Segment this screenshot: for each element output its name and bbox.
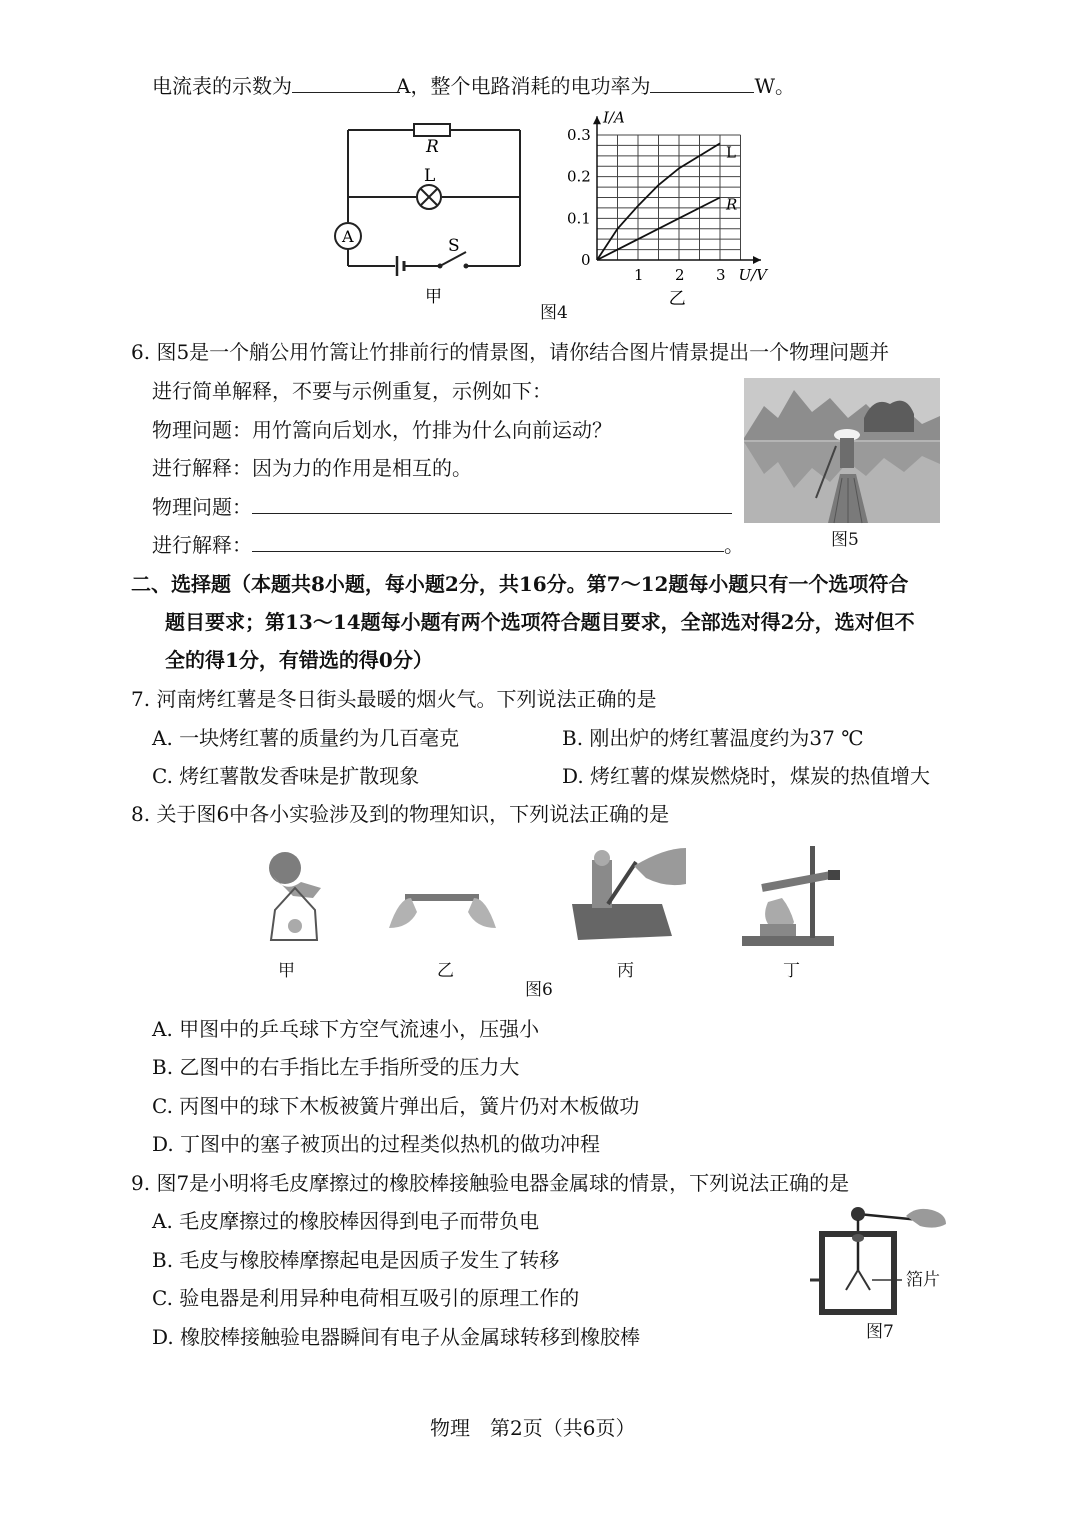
figure6-label-jia: 甲 (278, 961, 295, 981)
q5-current-blank[interactable] (292, 92, 396, 93)
q5-power-blank[interactable] (650, 92, 754, 93)
q6-question-label: 物理问题： (152, 495, 252, 519)
q6-stem-line1: 6. 图5是一个艄公用竹篙让竹排前行的情景图，请你结合图片情景提出一个物理问题并 (131, 340, 890, 364)
resistor-label: R (426, 137, 439, 157)
q7-stem: 7. 河南烤红薯是冬日街头最暖的烟火气。下列说法正确的是 (131, 687, 657, 711)
figure7-electroscope (810, 1200, 950, 1320)
circuit-sub-label: 甲 (425, 287, 442, 307)
y-tick-label: 0.3 (567, 126, 591, 144)
circuit-diagram (320, 110, 540, 310)
iu-graph (555, 105, 780, 310)
lamp-label: L (424, 166, 436, 186)
ammeter-label: A (342, 227, 354, 246)
section2-heading-line1: 二、选择题（本题共8小题，每小题2分，共16分。第7～12题每小题只有一个选项符合 (131, 572, 909, 596)
x-tick-label: 1 (634, 266, 644, 284)
q6-question-blank[interactable] (252, 513, 732, 514)
q8-option-a[interactable]: A. 甲图中的乒乓球下方空气流速小，压强小 (152, 1017, 540, 1041)
foil-label: 箔片 (906, 1270, 940, 1290)
q8-stem: 8. 关于图6中各小实验涉及到的物理知识，下列说法正确的是 (131, 802, 670, 826)
figure7-caption: 图7 (866, 1322, 894, 1342)
q5-text-before: 电流表的示数为 (152, 74, 292, 98)
figure6-ding-test-tube-heating (738, 842, 848, 950)
x-axis-label: U/V (738, 266, 767, 284)
figure6-bing-spring-board (568, 842, 693, 944)
page-footer: 物理 第2页（共6页） (430, 1416, 636, 1440)
q6-example-question: 物理问题：用竹篙向后划水，竹排为什么向前运动？ (152, 418, 612, 442)
y-tick-label: 0.1 (567, 209, 591, 228)
x-tick-label: 3 (716, 266, 726, 284)
q5-answer-line (152, 76, 795, 96)
q8-option-d[interactable]: D. 丁图中的塞子被顶出的过程类似热机的做功冲程 (152, 1132, 601, 1156)
q6-question-line (152, 497, 732, 517)
y-axis-arrow (593, 116, 601, 124)
figure6-caption: 图6 (525, 980, 553, 1000)
section2-heading-line2: 题目要求；第13～14题每小题有两个选项符合题目要求，全部选对得2分，选对但不 (165, 610, 915, 634)
series-label-L: L (726, 143, 736, 162)
figure5-photo (744, 378, 940, 523)
x-axis-arrow (753, 256, 761, 264)
q6-answer-label: 进行解释： (152, 533, 252, 557)
q6-stem-line2: 进行简单解释，不要与示例重复，示例如下： (152, 379, 552, 403)
figure6-yi-pencil-fingers (385, 880, 500, 940)
figure4-caption: 图4 (540, 303, 568, 323)
y-tick-label: 0.2 (567, 167, 591, 186)
switch-label: S (448, 236, 460, 256)
q9-stem: 9. 图7是小明将毛皮摩擦过的橡胶棒接触验电器金属球的情景，下列说法正确的是 (131, 1171, 850, 1195)
q9-option-d[interactable]: D. 橡胶棒接触验电器瞬间有电子从金属球转移到橡胶棒 (152, 1325, 641, 1349)
origin-label: 0 (581, 251, 591, 269)
figure5-caption: 图5 (831, 530, 859, 550)
figure6-label-bing: 丙 (617, 961, 634, 981)
q7-option-d[interactable]: D. 烤红薯的煤炭燃烧时，煤炭的热值增大 (562, 764, 931, 788)
y-axis-label: I/A (603, 108, 625, 127)
q8-option-c[interactable]: C. 丙图中的球下木板被簧片弹出后，簧片仍对木板做功 (152, 1094, 640, 1118)
q6-end-mark: 。 (724, 533, 744, 557)
figure6-label-ding: 丁 (783, 961, 800, 981)
x-tick-label: 2 (675, 266, 685, 284)
figure6-jia-funnel-experiment (255, 848, 335, 948)
q9-option-b[interactable]: B. 毛皮与橡胶棒摩擦起电是因质子发生了转移 (152, 1248, 560, 1272)
q5-text-mid: A，整个电路消耗的电功率为 (396, 74, 651, 98)
q9-option-c[interactable]: C. 验电器是利用异种电荷相互吸引的原理工作的 (152, 1286, 580, 1310)
q9-option-a[interactable]: A. 毛皮摩擦过的橡胶棒因得到电子而带负电 (152, 1209, 540, 1233)
q6-example-answer: 进行解释：因为力的作用是相互的。 (152, 456, 472, 480)
q7-option-b[interactable]: B. 刚出炉的烤红薯温度约为37 ℃ (562, 726, 864, 750)
q7-option-a[interactable]: A. 一块烤红薯的质量约为几百毫克 (152, 726, 460, 750)
figure6-label-yi: 乙 (437, 961, 454, 981)
q6-answer-blank[interactable] (252, 551, 724, 552)
q7-option-c[interactable]: C. 烤红薯散发香味是扩散现象 (152, 764, 420, 788)
q5-text-end: W。 (754, 74, 796, 98)
series-label-R: R (726, 195, 738, 214)
graph-sub-label: 乙 (668, 289, 686, 309)
q6-answer-line (152, 535, 744, 555)
section2-heading-line3: 全的得1分，有错选的得0分） (165, 648, 433, 672)
q8-option-b[interactable]: B. 乙图中的右手指比左手指所受的压力大 (152, 1055, 520, 1079)
